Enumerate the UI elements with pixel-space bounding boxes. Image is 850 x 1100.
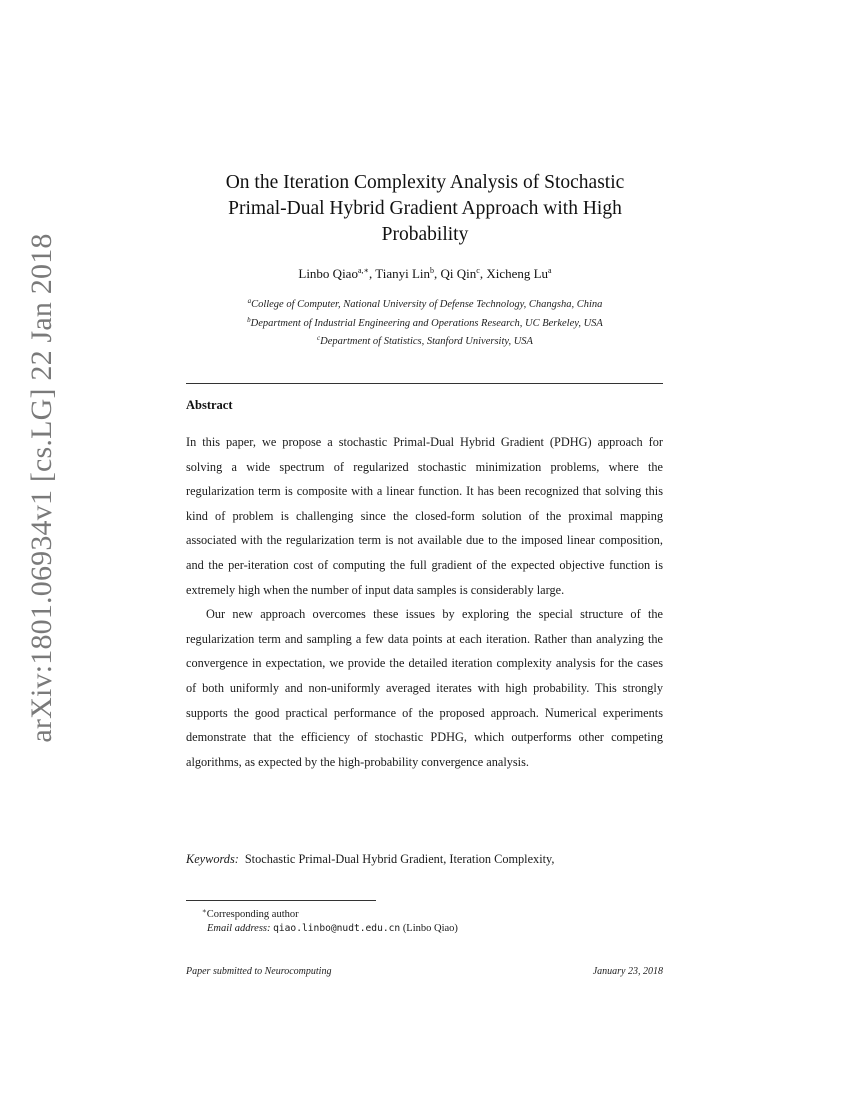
affiliation bbox=[185, 294, 665, 313]
footnotes bbox=[186, 904, 458, 936]
title-line: On the Iteration Complexity Analysis of Stochastic bbox=[225, 172, 625, 193]
footnote-corresponding bbox=[186, 904, 458, 922]
author-name: Tianyi Lin bbox=[375, 266, 430, 281]
email-label: Email address: bbox=[207, 923, 271, 934]
keywords-label: Keywords: bbox=[186, 852, 239, 866]
author-mark: b bbox=[430, 266, 434, 275]
affiliation-text: Department of Industrial Engineering and Operations Research, UC Berkeley, USA bbox=[250, 317, 603, 329]
abstract-paragraph: In this paper, we propose a stochastic Primal-Dual Hybrid Gradient (PDHG) approach for solving a wide spectrum of regularized stochastic minimization problems, where the regularization term is composite with a linear function. It has been recognized that solving this kind of problem is challenging since the closed-form solution of the proximal mapping associated with the regularization term is not available due to the imposed linear composition, and the per-iteration cost of computing the full gradient of the expected objective function is extremely high when the number of input data samples is considerably large. bbox=[186, 435, 663, 597]
author-separator: , bbox=[479, 266, 487, 281]
author-mark: c bbox=[476, 266, 480, 275]
paper-title bbox=[185, 170, 665, 248]
abstract-top-rule bbox=[186, 383, 663, 384]
author-mark: a,∗ bbox=[357, 266, 369, 275]
email-owner: (Linbo Qiao) bbox=[402, 923, 458, 934]
title-line: Probability bbox=[381, 224, 469, 245]
affiliation bbox=[185, 331, 665, 350]
affiliation-text: College of Computer, National University of Defense Technology, Changsha, China bbox=[251, 299, 603, 310]
footnote-corresponding-text: Corresponding author bbox=[206, 909, 299, 920]
email-link[interactable]: qiao.linbo@nudt.edu.cn bbox=[273, 923, 401, 934]
affiliation-mark: a bbox=[247, 297, 252, 305]
footnote-rule bbox=[186, 900, 376, 901]
author-name: Qi Qin bbox=[440, 266, 477, 281]
author-separator: , bbox=[368, 266, 376, 281]
author-list bbox=[185, 266, 665, 282]
footnote-mark: ∗ bbox=[202, 907, 207, 915]
author-separator: , bbox=[434, 266, 441, 281]
author-name: Linbo Qiao bbox=[298, 266, 358, 281]
arxiv-stamp bbox=[0, 0, 70, 1100]
affiliation-mark: b bbox=[247, 315, 251, 324]
arxiv-identifier: arXiv:1801.06934v1 [cs.LG] 22 Jan 2018 bbox=[25, 233, 58, 743]
abstract-body bbox=[186, 430, 663, 774]
title-line: Primal-Dual Hybrid Gradient Approach with High bbox=[228, 198, 622, 219]
affiliation-text: Department of Statistics, Stanford University, USA bbox=[320, 336, 533, 347]
footer-submission: Paper submitted to Neurocomputing bbox=[186, 966, 332, 977]
abstract-paragraph: Our new approach overcomes these issues by exploring the special structure of the regularization term and sampling a few data points at each iteration. Rather than analyzing the convergence in expectation, we provide the detailed iteration complexity analysis for the cases of both uniformly and non-uniformly averaged iterates with high probability. This strongly supports the good practical performance of the proposed approach. Numerical experiments demonstrate that the efficiency of stochastic PDHG, which outperforms other competing algorithms, as expected by the high-probability convergence analysis. bbox=[186, 607, 663, 769]
abstract-heading: Abstract bbox=[186, 398, 233, 412]
keywords bbox=[186, 852, 663, 867]
author-name: Xicheng Lu bbox=[486, 266, 549, 281]
keywords-text: Stochastic Primal-Dual Hybrid Gradient, Iteration Complexity, bbox=[244, 852, 555, 866]
affiliation-mark: c bbox=[317, 334, 321, 342]
footer-date: January 23, 2018 bbox=[592, 966, 663, 977]
affiliation bbox=[185, 313, 665, 332]
footnote-email bbox=[186, 922, 458, 936]
affiliation-list bbox=[185, 294, 665, 350]
author-mark: a bbox=[548, 266, 552, 275]
